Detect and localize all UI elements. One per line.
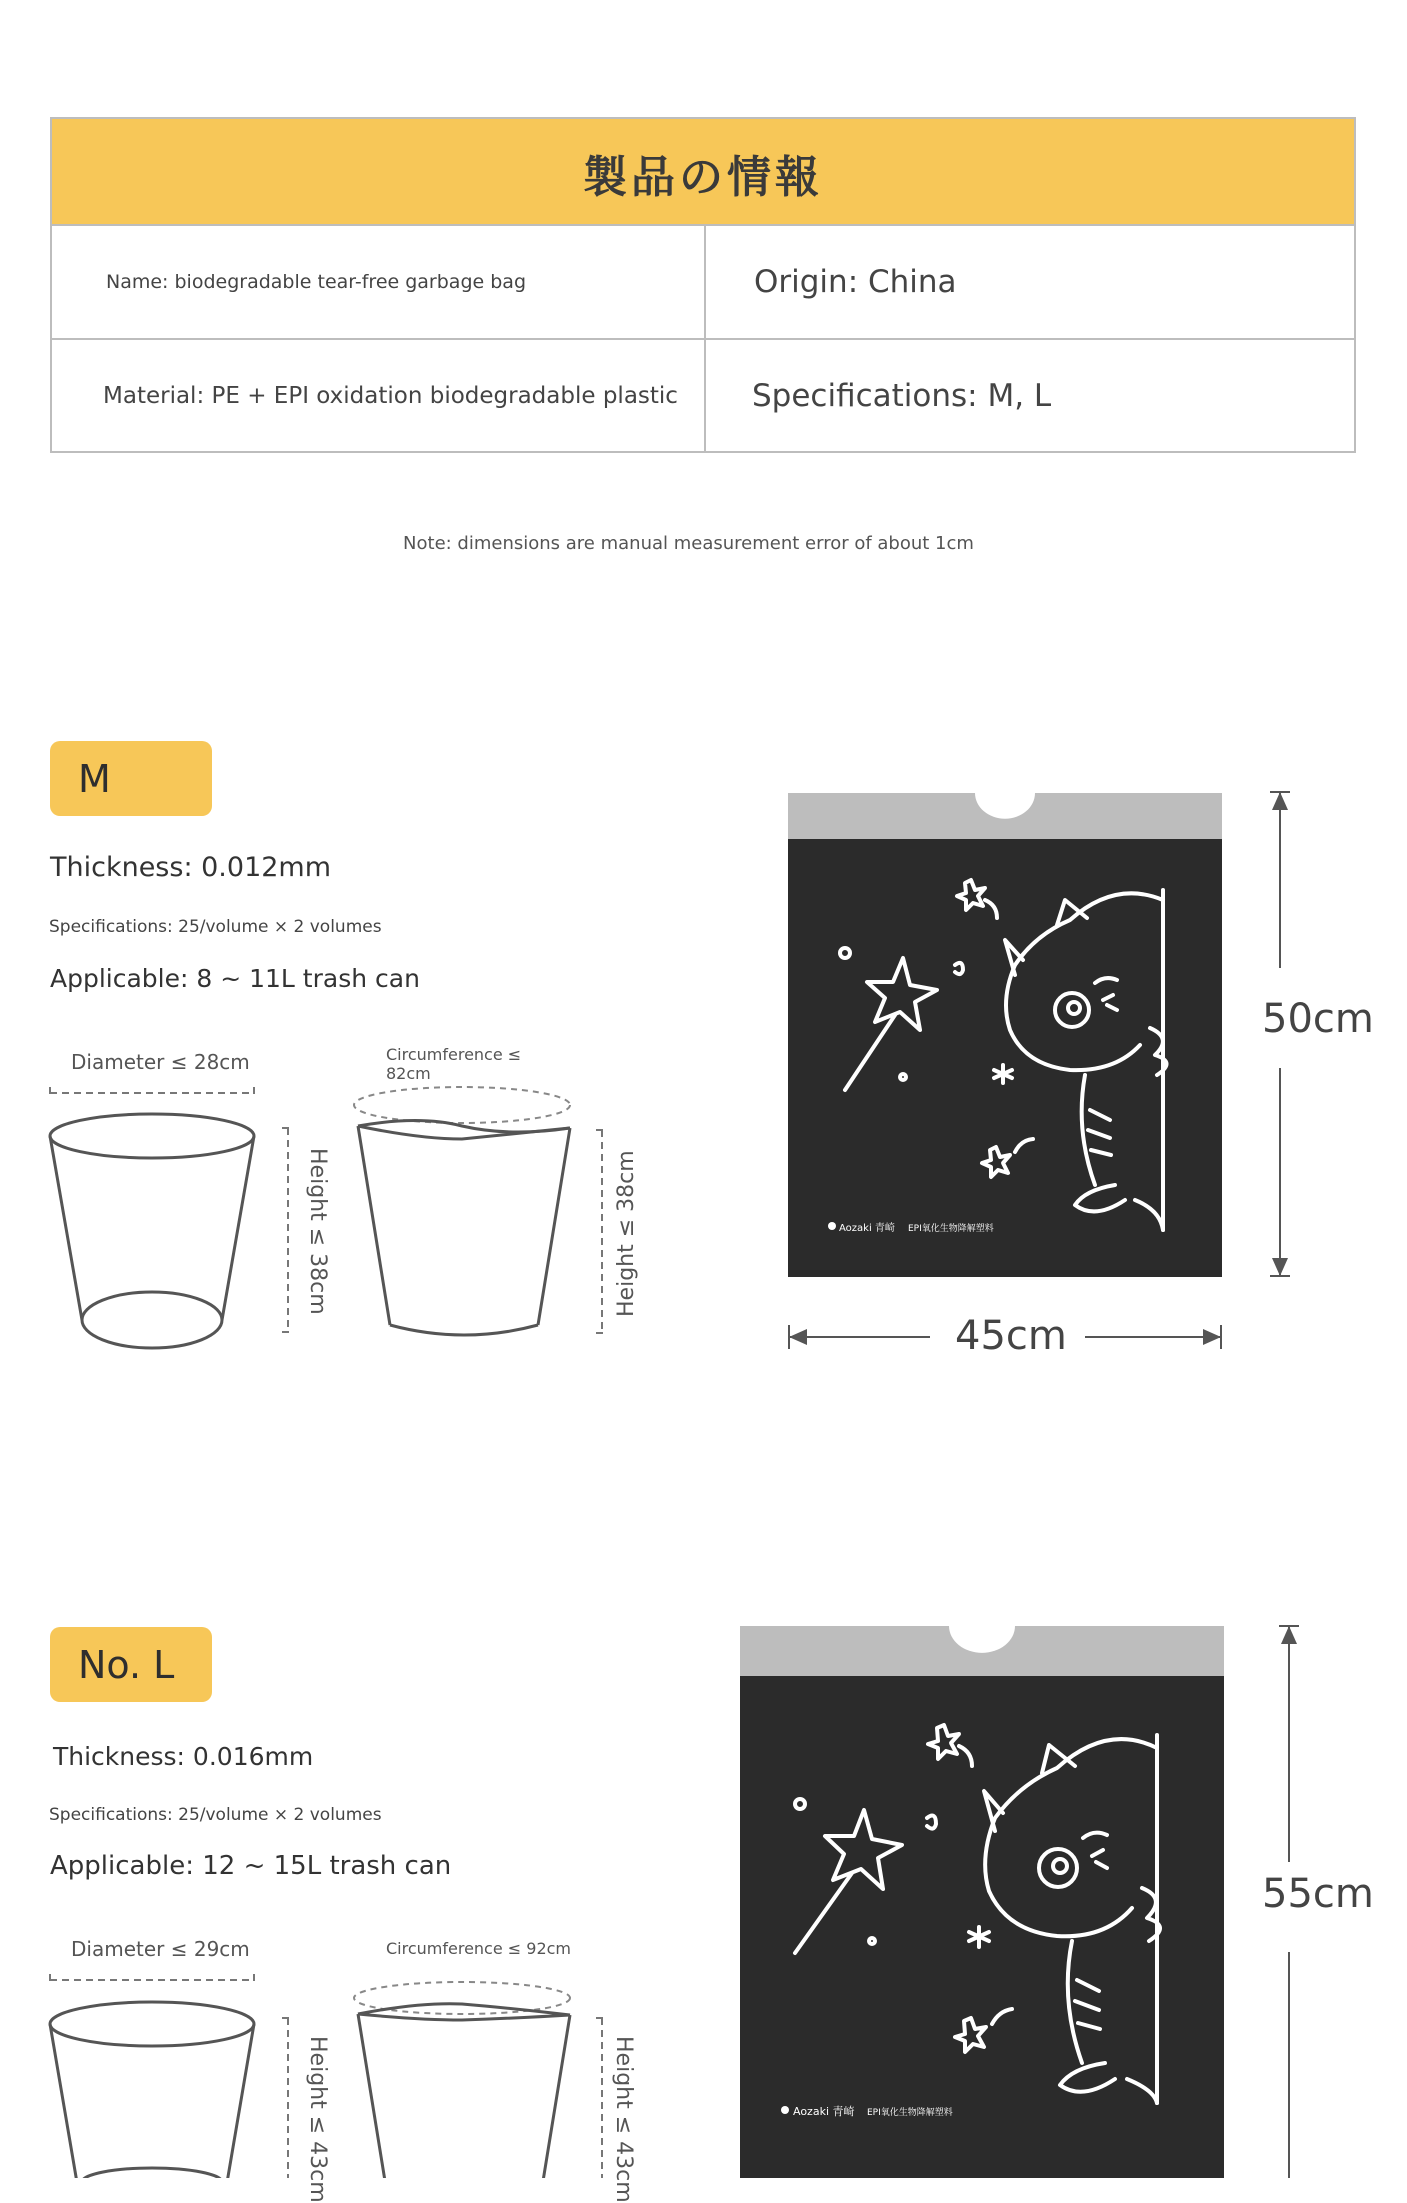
bag-height-l: 55cm bbox=[1262, 1871, 1374, 1917]
diameter-label-m: Diameter ≤ 28cm bbox=[71, 1050, 250, 1074]
bag-height-m: 50cm bbox=[1262, 996, 1374, 1042]
trash-can-diagram-m bbox=[40, 1075, 640, 1355]
size-badge-m: M bbox=[50, 741, 212, 816]
applicable-m: Applicable: 8 ~ 11L trash can bbox=[50, 964, 420, 993]
table-column-divider bbox=[704, 226, 706, 451]
bag-material-mark-l: EPI氧化生物降解塑料 bbox=[867, 2108, 953, 2118]
height-label-m-1: Height ≤ 38cm bbox=[305, 1148, 330, 1315]
thickness-m: Thickness: 0.012mm bbox=[50, 852, 332, 883]
product-name: Name: biodegradable tear-free garbage bag bbox=[106, 271, 527, 293]
table-title: 製品の情報 bbox=[52, 119, 1354, 226]
bag-width-m: 45cm bbox=[955, 1313, 1067, 1359]
circumference-label-l: Circumference ≤ 92cm bbox=[386, 1939, 572, 1958]
height-label-l-2: Height ≤ 43cm bbox=[611, 2036, 636, 2203]
garbage-bag-illustration-m bbox=[785, 790, 1225, 1280]
bag-material-mark-m: EPI氧化生物降解塑料 bbox=[908, 1224, 994, 1234]
bag-brand-l: Aozaki 青崎 bbox=[793, 2105, 855, 2118]
trash-can-diagram-l bbox=[40, 1962, 640, 2178]
measurement-note: Note: dimensions are manual measurement error of about 1cm bbox=[403, 533, 974, 554]
applicable-l: Applicable: 12 ~ 15L trash can bbox=[50, 1851, 452, 1881]
circumference-label-m: Circumference ≤ 82cm bbox=[386, 1045, 522, 1083]
specifications-m: Specifications: 25/volume × 2 volumes bbox=[49, 917, 382, 937]
size-badge-l: No. L bbox=[50, 1627, 212, 1702]
specifications-l: Specifications: 25/volume × 2 volumes bbox=[49, 1805, 382, 1825]
product-specifications: Specifications: M, L bbox=[752, 378, 1052, 414]
product-origin: Origin: China bbox=[754, 264, 957, 300]
diameter-label-l: Diameter ≤ 29cm bbox=[71, 1937, 250, 1961]
height-label-l-1: Height ≤ 43cm bbox=[305, 2036, 330, 2203]
bag-brand-m: Aozaki 青崎 bbox=[839, 1223, 895, 1234]
product-material: Material: PE + EPI oxidation biodegradable plastic bbox=[103, 383, 678, 409]
garbage-bag-illustration-l bbox=[737, 1623, 1227, 2178]
product-info-table bbox=[50, 117, 1356, 453]
thickness-l: Thickness: 0.016mm bbox=[53, 1742, 314, 1771]
height-label-m-2: Height ≤ 38cm bbox=[614, 1150, 639, 1317]
